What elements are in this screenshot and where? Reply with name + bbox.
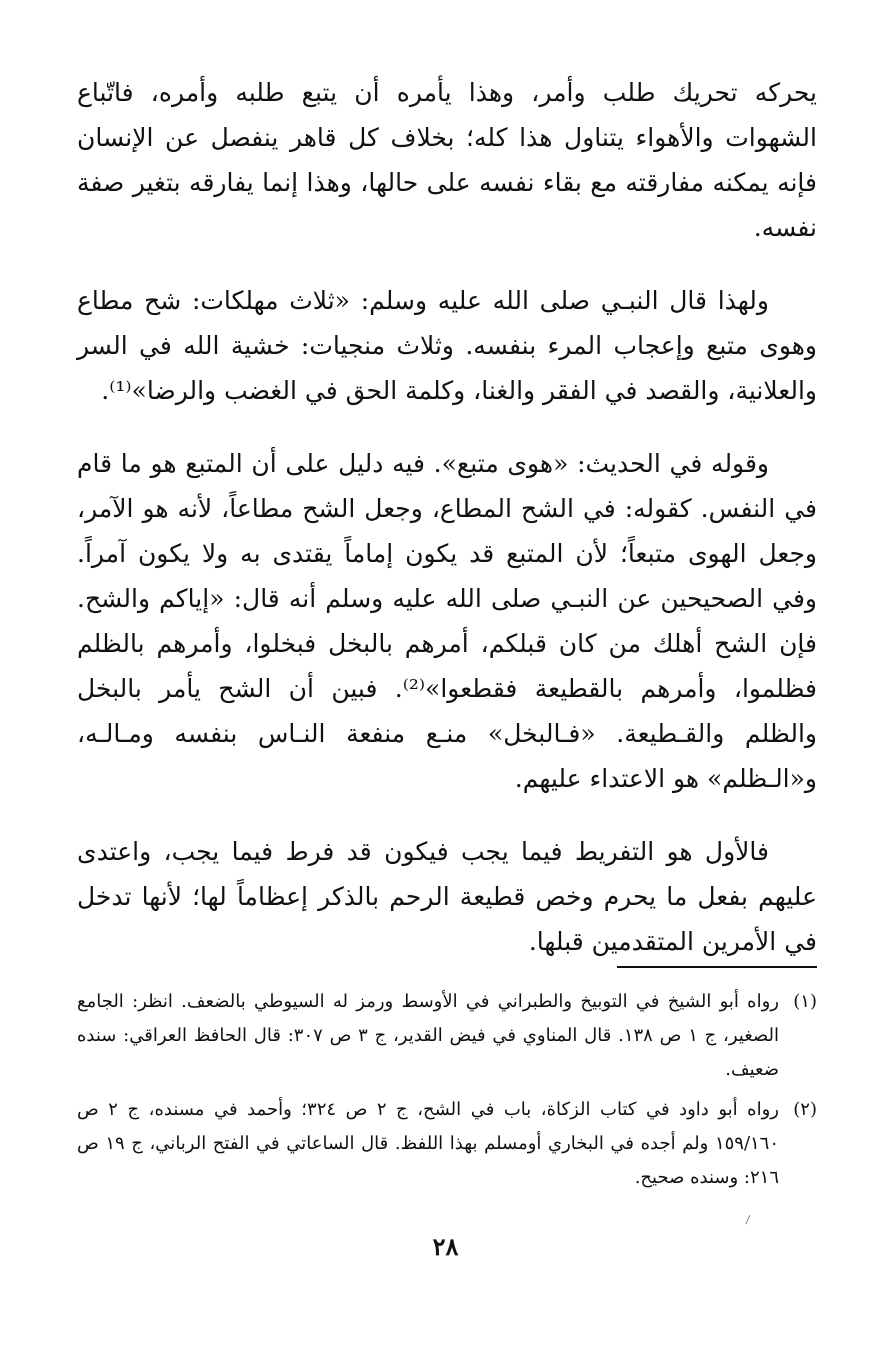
footnote-divider	[617, 966, 817, 968]
footnote-1	[77, 985, 817, 1087]
paragraph-4: فالأول هو التفريط فيما يجب فيكون قد فرط فيما يجب، واعتدى عليهم بفعل ما يحرم وخص قطيعة الرحم بالذكر إعظاماً لها؛ لأنها تدخل في الأمرين المتقدمين قبلها.	[77, 837, 817, 956]
paragraph-3: وقوله في الحديث: «هوى متبع». فيه دليل على أن المتبع هو ما قام في النفس. كقوله: في الشح المطاع، وجعل الشح مطاعاً، لأنه هو الآمر، وجعل الهوى متبعاً؛ لأن المتبع قد يكون إماماً يقتدى به ولا يكون آمراً. وفي الصحيحين عن النبـي صلى الله عليه وسلم أنه قال: «إياكم والشح. فإن الشح أهلك من كان قبلكم، أمرهم بالبخل فبخلوا، وأمرهم بالظلم فظلموا، وأمرهم بالقطيعة فقطعوا»⁽²⁾. فبين أن الشح يأمر بالبخل والظلم والقـطيعة. «فـالبخل» منـع منفعة النـاس بنفسه ومـالـه، و«الـظلم» هو الاعتداء عليهم.	[77, 449, 817, 793]
footnote-1-number: (١)	[793, 991, 817, 1012]
footnote-2	[77, 1093, 817, 1195]
footnote-1-text: رواه أبو الشيخ في التوبيخ والطبراني في الأوسط ورمز له السيوطي بالضعف. انظر: الجامع الصغير، ج ١ ص ١٣٨. قال المناوي في فيض القدير، ج ٣ ص ٣٠٧: قال الحافظ العراقي: سنده ضعيف.	[77, 991, 779, 1080]
scan-speck-mark	[745, 1215, 756, 1227]
page-number: ٢٨	[432, 1232, 459, 1261]
footnote-2-number: (٢)	[793, 1099, 817, 1120]
main-text-block	[77, 70, 817, 964]
footnotes-section	[77, 985, 817, 1201]
footnote-2-text: رواه أبو داود في كتاب الزكاة، باب في الشح، ج ٢ ص ٣٢٤؛ وأحمد في مسنده، ج ٢ ص ١٥٩/١٦٠ ولم أجده في البخاري أومسلم بهذا اللفظ. قال الساعاتي في الفتح الرباني، ج ١٩ ص ٢١٦: وسنده صحيح.	[77, 1099, 780, 1188]
paragraph-1: يحركه تحريك طلب وأمر، وهذا يأمره أن يتبع طلبه وأمره، فاتّباع الشهوات والأهواء يتناول هذا كله؛ بخلاف كل قاهر ينفصل عن الإنسان فإنه يمكنه مفارقته مع بقاء نفسه على حالها، وهذا إنما يفارقه بتغير صفة نفسه.	[77, 78, 817, 242]
paragraph-2: ولهذا قال النبـي صلى الله عليه وسلم: «ثلاث مهلكات: شح مطاع وهوى متبع وإعجاب المرء بنفسه. وثلاث منجيات: خشية الله في السر والعلانية، والقصد في الفقر والغنا، وكلمة الحق في الغضب والرضا»⁽¹⁾.	[77, 286, 817, 405]
